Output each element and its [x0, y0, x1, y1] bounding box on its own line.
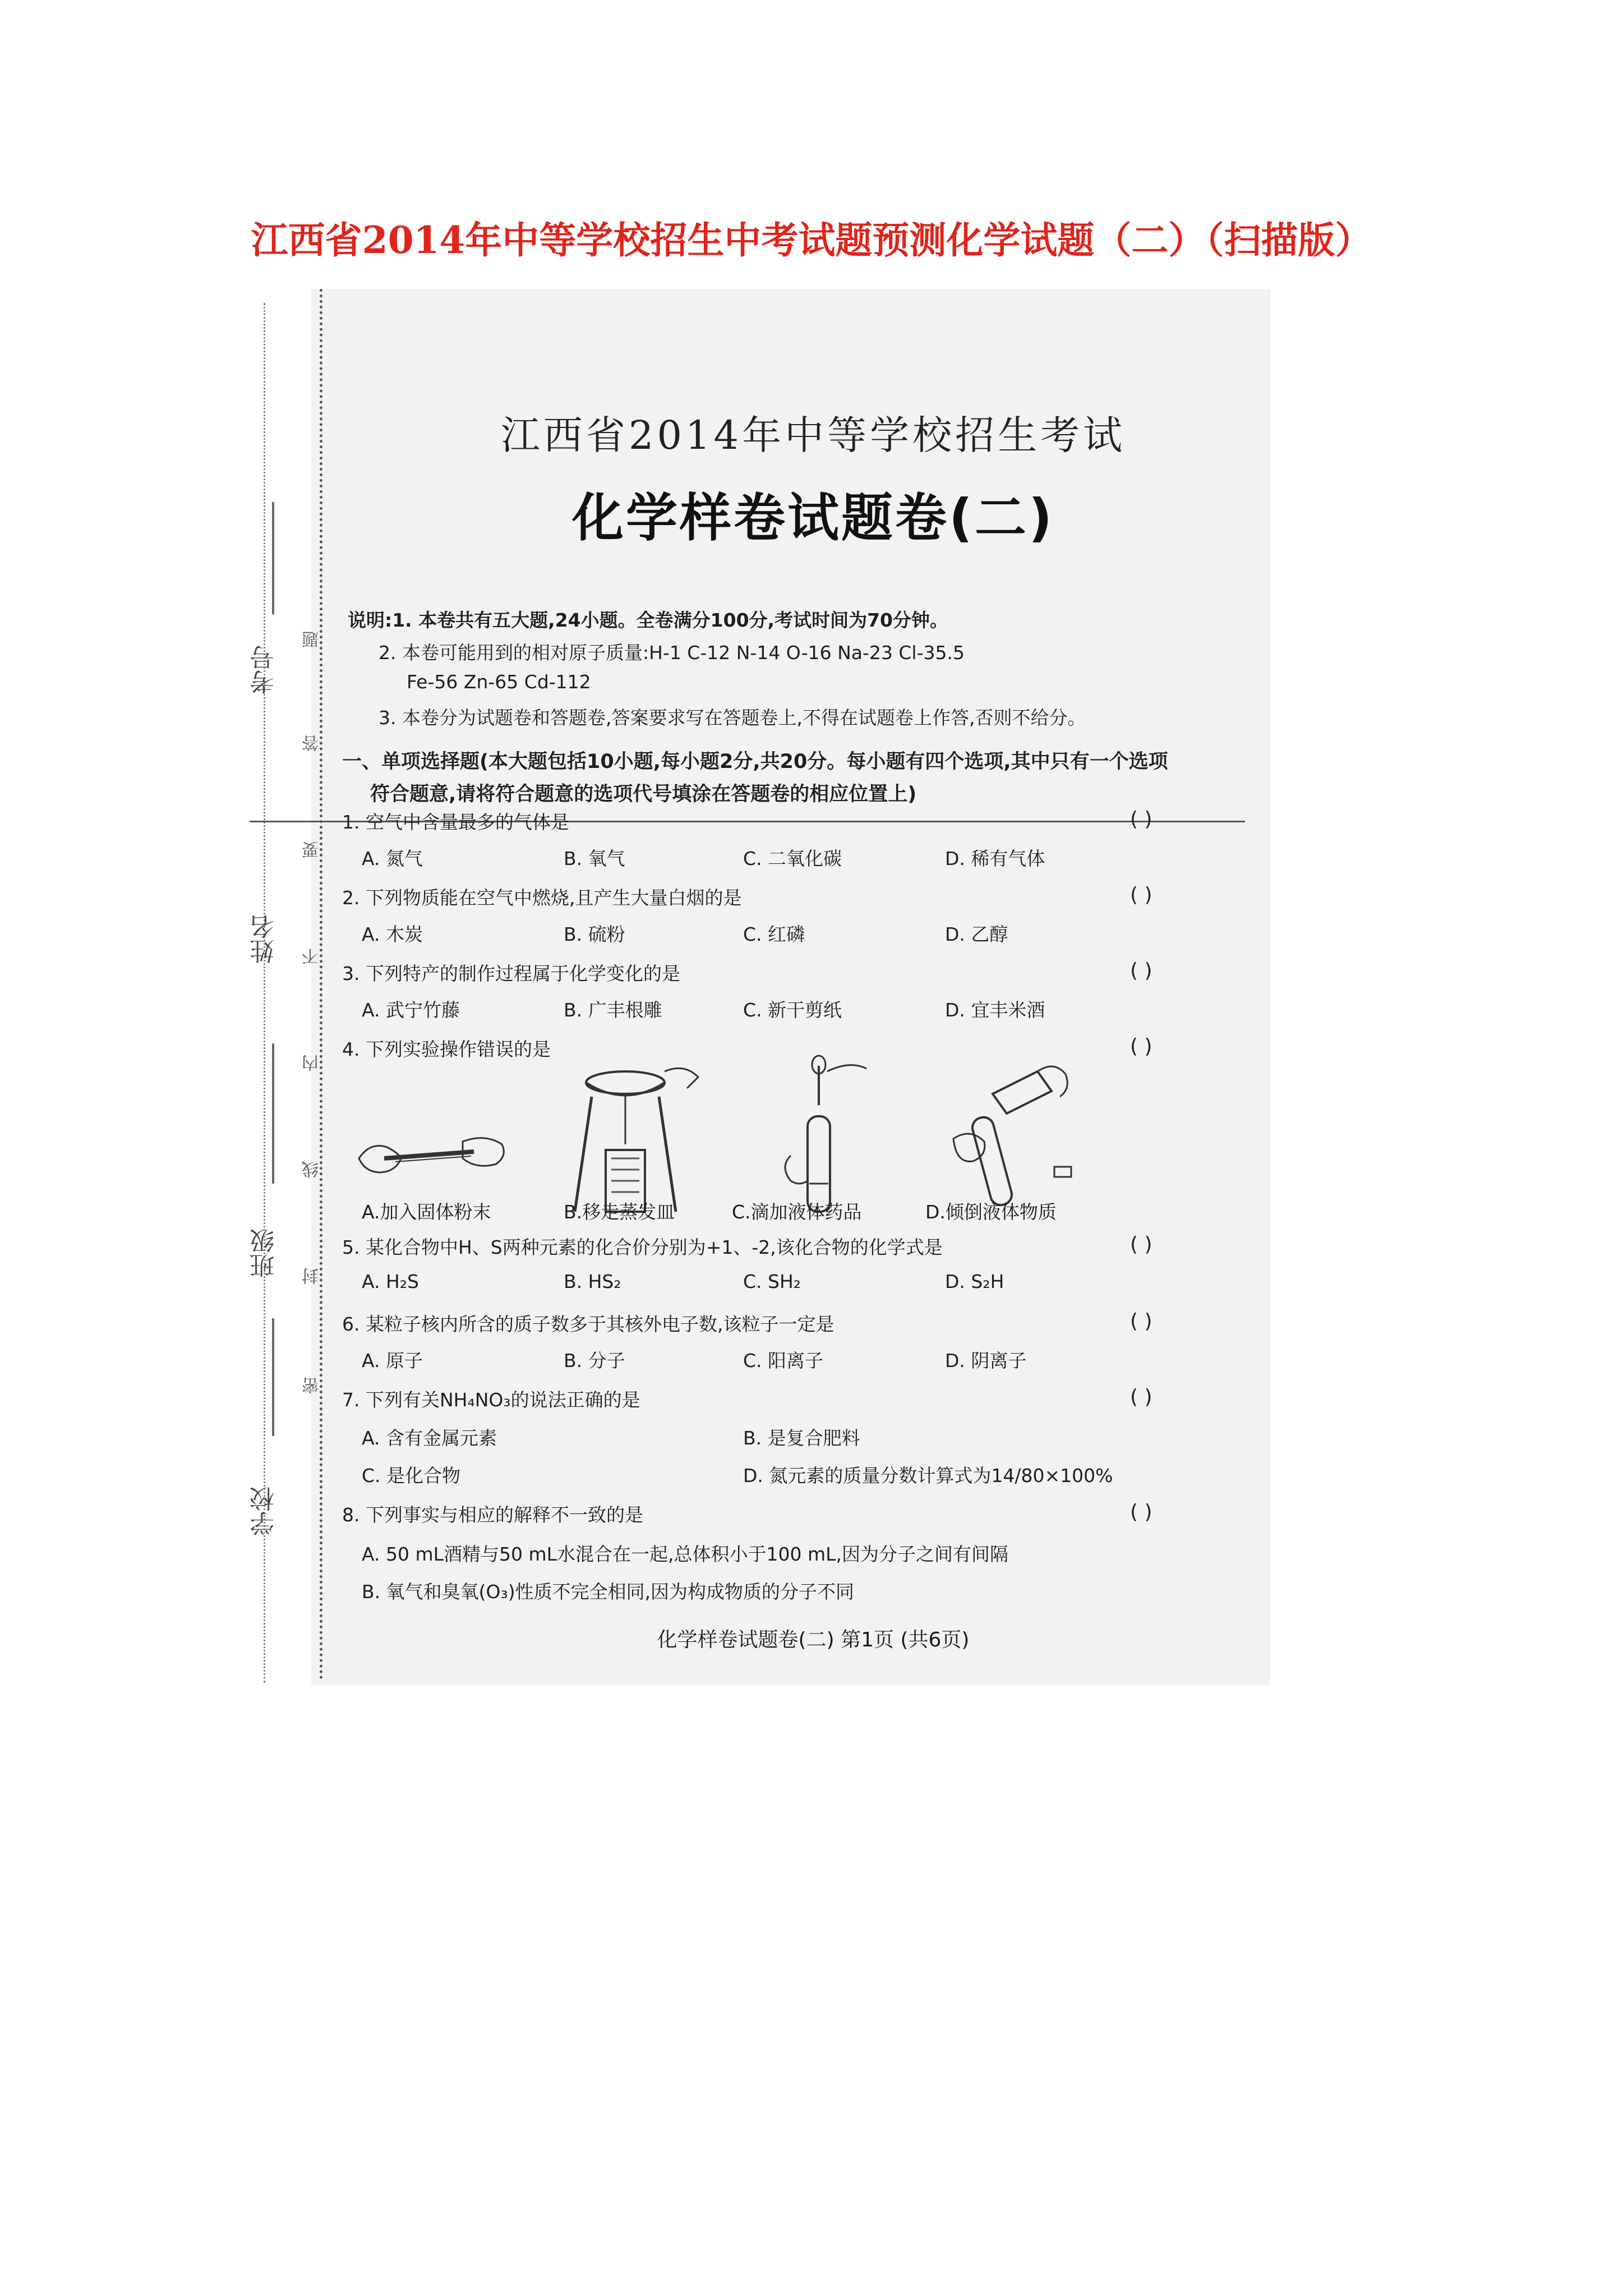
- option: B. 氧气和臭氧(O₃)性质不完全相同,因为构成物质的分子不同: [362, 1581, 855, 1603]
- option: B. 是复合肥料: [743, 1427, 860, 1449]
- option: B.移走蒸发皿: [564, 1201, 675, 1223]
- option: B. 分子: [564, 1350, 625, 1372]
- option: C. SH₂: [743, 1271, 801, 1292]
- question-stem: 8. 下列事实与相应的解释不一致的是: [342, 1504, 643, 1526]
- class-label: 班级: [250, 1228, 279, 1278]
- seal-char: 密: [302, 1377, 322, 1394]
- name-label: 姓名: [250, 914, 279, 964]
- option: D. 宜丰米酒: [945, 999, 1045, 1021]
- option: A. 含有金属元素: [362, 1427, 497, 1449]
- answer-bracket: ( ): [1130, 959, 1152, 982]
- instruction-line: 说明:1. 本卷共有五大题,24小题。全卷满分100分,考试时间为70分钟。: [348, 609, 948, 631]
- option: D. 阴离子: [945, 1350, 1027, 1372]
- exam-title: 化学样卷试题卷(二): [571, 488, 1055, 548]
- question-stem: 3. 下列特产的制作过程属于化学变化的是: [342, 963, 680, 984]
- option: A. H₂S: [362, 1271, 419, 1292]
- answer-bracket: ( ): [1130, 808, 1152, 831]
- option: D. 氮元素的质量分数计算式为14/80×100%: [743, 1465, 1113, 1487]
- option: A. 50 mL酒精与50 mL水混合在一起,总体积小于100 mL,因为分子之间有间隔: [362, 1543, 1008, 1565]
- option: A. 木炭: [362, 923, 423, 945]
- question-stem: 5. 某化合物中H、S两种元素的化合价分别为+1、-2,该化合物的化学式是: [342, 1236, 943, 1258]
- seal-char: 题: [302, 631, 322, 648]
- answer-bracket: ( ): [1130, 1501, 1152, 1524]
- question-stem: 4. 下列实验操作错误的是: [342, 1038, 551, 1060]
- option: C. 是化合物: [362, 1465, 461, 1487]
- option: B. HS₂: [564, 1271, 621, 1292]
- seal-char: 线: [302, 1161, 322, 1178]
- answer-bracket: ( ): [1130, 1386, 1152, 1409]
- answer-bracket: ( ): [1130, 1035, 1152, 1058]
- instruction-line: 2. 本卷可能用到的相对原子质量:H-1 C-12 N-14 O-16 Na-23 Cl-35.5: [379, 642, 965, 664]
- option: D. 乙醇: [945, 923, 1008, 945]
- option: C. 新干剪纸: [743, 999, 842, 1021]
- option: A. 武宁竹藤: [362, 999, 460, 1021]
- seal-char: 要: [302, 841, 322, 858]
- exam-no-label: 考号: [250, 645, 279, 694]
- section-heading: 一、单项选择题(本大题包括10小题,每小题2分,共20分。每小题有四个选项,其中只有一个选项: [342, 751, 1168, 773]
- answer-bracket: ( ): [1130, 884, 1152, 907]
- page-footer: 化学样卷试题卷(二) 第1页 (共6页): [657, 1628, 970, 1651]
- school-rule: [272, 1318, 274, 1436]
- document-title: 江西省2014年中等学校招生中考试题预测化学试题（二）（扫描版）: [251, 218, 1372, 262]
- answer-bracket: ( ): [1130, 1310, 1152, 1333]
- instruction-line: 3. 本卷分为试题卷和答题卷,答案要求写在答题卷上,不得在试题卷上作答,否则不给分。: [379, 707, 1086, 729]
- option: D. 稀有气体: [945, 848, 1045, 869]
- seal-char: 答: [302, 735, 322, 752]
- class-rule: [272, 1043, 274, 1184]
- section-heading: 符合题意,请将符合题意的选项代号填涂在答题卷的相应位置上): [370, 783, 917, 806]
- option: D. S₂H: [945, 1271, 1004, 1292]
- school-label: 学校: [250, 1487, 279, 1536]
- option: A. 氮气: [362, 848, 423, 869]
- seal-char: 内: [302, 1055, 322, 1071]
- option: B. 硫粉: [564, 923, 625, 945]
- option: A. 原子: [362, 1350, 423, 1372]
- option: C.滴加液体药品: [732, 1201, 862, 1223]
- option: A.加入固体粉末: [362, 1201, 491, 1223]
- exam-organizer: 江西省2014年中等学校招生考试: [500, 412, 1126, 458]
- seal-char: 封: [302, 1268, 322, 1285]
- option: B. 广丰根雕: [564, 999, 662, 1021]
- option: B. 氧气: [564, 848, 625, 869]
- question-stem: 2. 下列物质能在空气中燃烧,且产生大量白烟的是: [342, 887, 742, 909]
- option: C. 红磷: [743, 923, 805, 945]
- question-stem: 7. 下列有关NH₄NO₃的说法正确的是: [342, 1389, 640, 1411]
- question-stem: 1. 空气中含量最多的气体是: [342, 811, 569, 833]
- option: D.倾倒液体物质: [925, 1201, 1057, 1223]
- option: C. 阳离子: [743, 1350, 824, 1372]
- option: C. 二氧化碳: [743, 848, 842, 869]
- exam-no-rule: [272, 502, 274, 614]
- seal-line-outer: [264, 303, 265, 1683]
- answer-bracket: ( ): [1130, 1233, 1152, 1256]
- question-stem: 6. 某粒子核内所含的质子数多于其核外电子数,该粒子一定是: [342, 1313, 834, 1335]
- seal-char: 不: [302, 948, 322, 965]
- instruction-line: Fe-56 Zn-65 Cd-112: [407, 671, 591, 693]
